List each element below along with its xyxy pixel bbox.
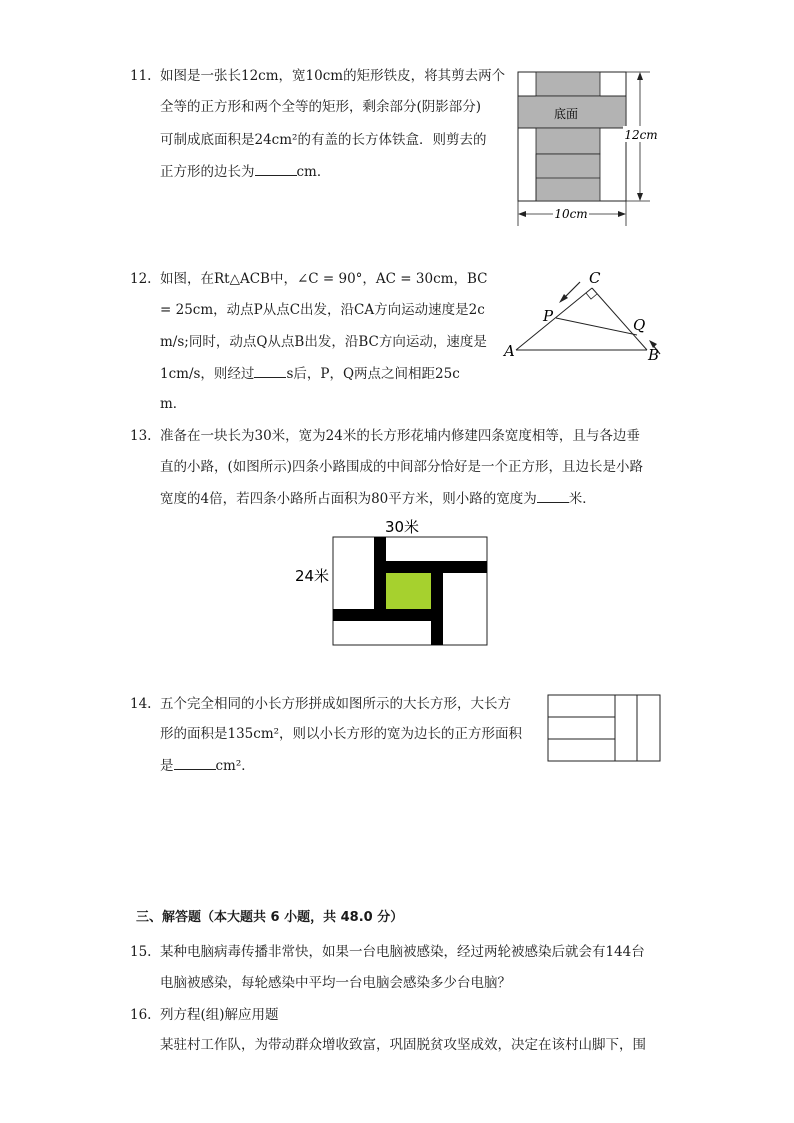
bottom-face-label: 底面 xyxy=(553,107,579,121)
left-width-label: 24米 xyxy=(294,567,330,585)
q13-line-1: 准备在一块长为30米，宽为24米的长方形花埔内修建四条宽度相等，且与各边垂 xyxy=(160,428,640,444)
q11-line-1: 如图是一张长12cm，宽10cm的矩形铁皮，将其剪去两个 xyxy=(160,68,506,84)
q11-figure xyxy=(510,66,660,230)
center-square xyxy=(386,573,431,609)
q14-line-1: 五个完全相同的小长方形拼成如图所示的大长方形，大长方 xyxy=(160,696,511,712)
q11-line-2: 全等的正方形和两个全等的矩形，剩余部分(阴影部分) xyxy=(160,99,482,115)
answer-blank[interactable] xyxy=(254,365,286,378)
q12-line-4 xyxy=(160,365,460,382)
q14-line-3-text: 是 xyxy=(160,758,174,774)
q12-line-5: m． xyxy=(160,396,187,412)
q16-line-2: 某驻村工作队，为带动群众增收致富，巩固脱贫攻坚成效，决定在该村山脚下，围 xyxy=(160,1037,646,1053)
q13-line-3 xyxy=(160,490,596,507)
shaded-side xyxy=(536,128,600,154)
shaded-bottom xyxy=(536,154,600,201)
q14-line-2: 形的面积是135cm²，则以小长方形的宽为边长的正方形面积 xyxy=(160,726,523,742)
answer-blank[interactable] xyxy=(255,163,297,176)
q15-line-1: 某种电脑病毒传播非常快，如果一台电脑被感染，经过两轮被感染后就会有144台 xyxy=(160,944,645,960)
answer-blank[interactable] xyxy=(174,757,216,770)
label-Q: Q xyxy=(633,316,646,334)
q11-unit: cm． xyxy=(296,164,331,180)
label-C: C xyxy=(589,269,601,287)
top-length-label: 30米 xyxy=(384,518,420,536)
q16-number: 16. xyxy=(130,1007,152,1023)
q13-unit: 米． xyxy=(568,491,596,507)
path-horizontal-bottom xyxy=(333,609,443,621)
q12-figure xyxy=(500,268,668,364)
q11-line-4-text: 正方形的边长为 xyxy=(160,164,255,180)
q15-number: 15. xyxy=(130,944,152,960)
label-A: A xyxy=(504,342,515,360)
q12-line-4-text: 1cm/s，则经过 xyxy=(160,366,255,382)
q14-figure xyxy=(546,693,664,763)
path-vertical-right xyxy=(431,561,443,645)
shaded-top xyxy=(536,72,600,96)
q12-line-1: 如图，在Rt△ACB中，∠C = 90°，AC = 30cm，BC xyxy=(160,271,488,287)
q12-number: 12. xyxy=(130,271,152,287)
label-P: P xyxy=(543,307,554,325)
q14-unit: cm²． xyxy=(215,758,255,774)
label-B: B xyxy=(648,346,660,364)
q16-line-1: 列方程(组)解应用题 xyxy=(160,1007,279,1023)
answer-blank[interactable] xyxy=(537,490,569,503)
q12-line-4-tail: s后，P，Q两点之间相距25c xyxy=(286,366,460,382)
q13-line-3-text: 宽度的4倍，若四条小路所占面积为80平方米，则小路的宽度为 xyxy=(160,491,537,507)
q12-line-2: = 25cm，动点P从点C出发，沿CA方向运动速度是2c xyxy=(160,302,485,318)
height-label: 12cm xyxy=(624,128,658,142)
q12-line-3: m/s;同时，动点Q从点B出发，沿BC方向运动，速度是 xyxy=(160,334,487,350)
path-horizontal-top xyxy=(374,561,487,573)
section-heading: 三、解答题（本大题共 6 小题，共 48.0 分） xyxy=(136,910,404,925)
q11-line-4 xyxy=(160,163,330,180)
q13-line-2: 直的小路，(如图所示)四条小路围成的中间部分恰好是一个正方形，且边长是小路 xyxy=(160,459,644,475)
q13-figure xyxy=(290,515,496,650)
width-label: 10cm xyxy=(554,207,588,221)
q11-number: 11. xyxy=(130,68,152,84)
q13-number: 13. xyxy=(130,428,152,444)
q14-line-3 xyxy=(160,757,255,774)
q15-line-2: 电脑被感染，每轮感染中平均一台电脑会感染多少台电脑？ xyxy=(160,975,511,991)
q11-line-3: 可制成底面积是24cm²的有盖的长方体铁盒．则剪去的 xyxy=(160,132,487,148)
q14-number: 14. xyxy=(130,696,152,712)
